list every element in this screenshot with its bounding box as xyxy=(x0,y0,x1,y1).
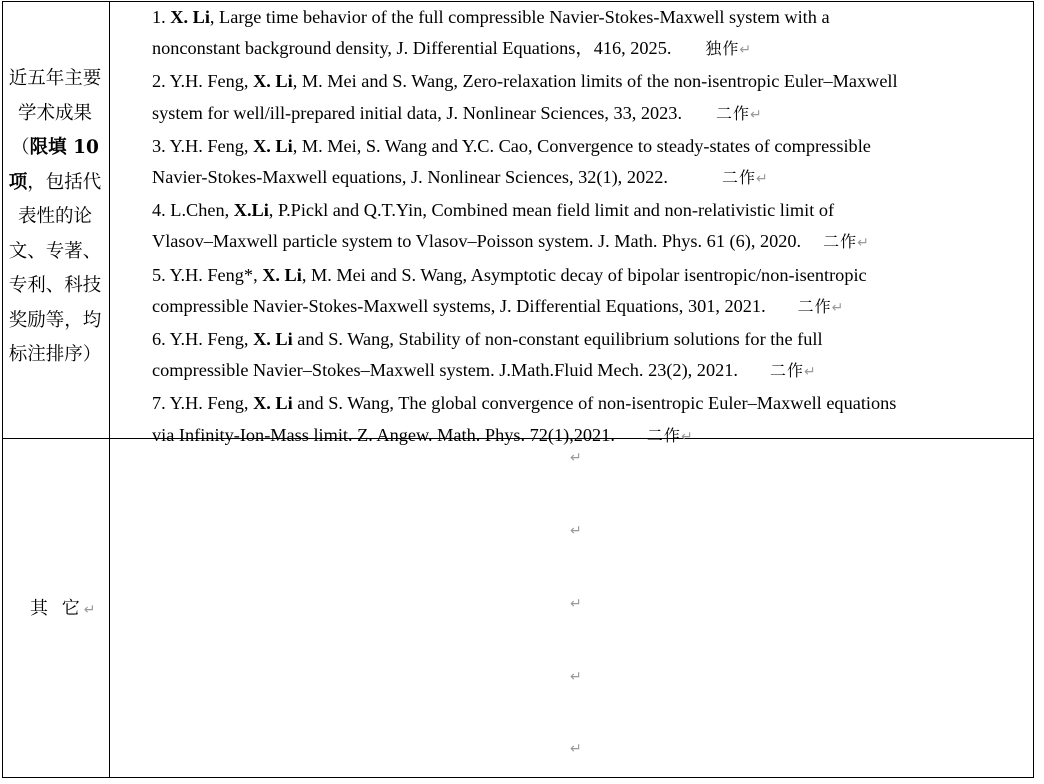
table-border-right xyxy=(1033,1,1034,778)
publication-item xyxy=(152,2,1032,66)
pub-text: 7. Y.H. Feng, xyxy=(152,393,254,414)
paragraph-mark: ↵ xyxy=(803,364,816,381)
label-line: 表性的论 xyxy=(17,206,92,227)
pub-text: system for well/ill-prepared initial data, J. Nonlinear Sciences, 33, 2023. xyxy=(152,102,683,123)
pub-author-bold: X. Li xyxy=(170,7,210,27)
pub-author-bold: X. Li xyxy=(253,135,293,156)
other-label-text: 其 它 xyxy=(30,598,84,619)
label-line: 近五年主要 xyxy=(8,68,102,89)
table-column-divider xyxy=(109,1,110,778)
author-role: 二作 xyxy=(797,296,832,316)
paragraph-mark: ↵ xyxy=(680,428,693,445)
label-bold-text: 限填 10 xyxy=(29,137,99,158)
pub-text: , Large time behavior of the full compressible Navier-Stokes-Maxwell system with a xyxy=(209,7,830,27)
publication-list xyxy=(152,2,1032,453)
author-role: 二作 xyxy=(716,103,751,123)
label-line xyxy=(3,166,107,201)
pub-author-bold: X. Li xyxy=(262,264,302,285)
table-border-bottom xyxy=(2,777,1033,778)
paragraph-mark: ↵ xyxy=(570,741,582,757)
pub-text: 6. Y.H. Feng, xyxy=(152,329,254,350)
paragraph-mark: ↵ xyxy=(570,596,582,612)
pub-text: , M. Mei and S. Wang, Asymptotic decay of bipolar isentropic/non-isentropic xyxy=(301,264,867,285)
pub-text: via Infinity-Ion-Mass limit. Z. Angew. Math. Phys. 72(1),2021. xyxy=(152,424,615,445)
pub-author-bold: X. Li xyxy=(253,393,293,414)
pub-text: , M. Mei, S. Wang and Y.C. Cao, Convergence to steady-states of compressible xyxy=(292,135,871,156)
publication-item xyxy=(152,195,1032,259)
publication-item xyxy=(152,66,1032,130)
pub-text: compressible Navier-Stokes-Maxwell systems, J. Differential Equations, 301, 2021. xyxy=(152,295,766,316)
paragraph-mark: ↵ xyxy=(83,602,100,618)
paragraph-mark: ↵ xyxy=(750,106,762,123)
pub-author-bold: X. Li xyxy=(253,329,293,350)
achievements-label xyxy=(3,62,107,373)
label-text: ，包括代 xyxy=(27,171,102,193)
pub-text: 1. xyxy=(152,7,171,27)
label-line: 奖励等，均 xyxy=(8,309,102,331)
author-role: 二作 xyxy=(721,168,756,188)
paragraph-mark: ↵ xyxy=(831,299,844,316)
label-line xyxy=(3,131,107,166)
label-line: 学术成果 xyxy=(17,102,92,124)
pub-text: , P.Pickl and Q.T.Yin, Combined mean field limit and non-relativistic limit of xyxy=(268,200,835,221)
publication-item xyxy=(152,131,1032,195)
pub-text: 5. Y.H. Feng*, xyxy=(152,264,263,285)
label-line: 标注排序） xyxy=(8,344,102,365)
label-line: 文、专著、 xyxy=(8,240,102,262)
pub-text: compressible Navier–Stokes–Maxwell system. J.Math.Fluid Mech. 23(2), 2021. xyxy=(152,360,738,381)
pub-text: and S. Wang, Stability of non-constant equilibrium solutions for the full xyxy=(292,329,823,350)
author-role: 二作 xyxy=(823,232,858,252)
pub-text: Vlasov–Maxwell particle system to Vlasov–Poisson system. J. Math. Phys. 61 (6), 2020. xyxy=(152,231,802,252)
label-line: 专利、科技 xyxy=(8,275,102,296)
paragraph-mark: ↵ xyxy=(755,171,768,188)
pub-text: 4. L.Chen, xyxy=(152,200,234,221)
author-role: 独作 xyxy=(705,39,740,59)
pub-text: and S. Wang, The global convergence of non-isentropic Euler–Maxwell equations xyxy=(292,393,897,414)
paragraph-mark: ↵ xyxy=(739,42,752,59)
label-text: （ xyxy=(11,137,30,158)
paragraph-mark: ↵ xyxy=(570,523,582,539)
label-bold-text: 项 xyxy=(8,171,28,193)
pub-text: Navier-Stokes-Maxwell equations, J. Nonlinear Sciences, 32(1), 2022. xyxy=(152,167,668,188)
publication-item xyxy=(152,388,1032,452)
pub-author-bold: X. Li xyxy=(253,71,293,92)
other-label xyxy=(30,594,99,620)
pub-text: 3. Y.H. Feng, xyxy=(152,135,254,156)
author-role: 二作 xyxy=(769,361,804,381)
paragraph-mark: ↵ xyxy=(857,235,869,252)
pub-author-bold: X.Li xyxy=(233,200,269,221)
publication-item xyxy=(152,324,1032,388)
paragraph-mark: ↵ xyxy=(570,450,582,466)
publication-item xyxy=(152,260,1032,324)
pub-text: nonconstant background density, J. Differential Equations，416, 2025. xyxy=(152,38,672,59)
pub-text: 2. Y.H. Feng, xyxy=(152,71,254,92)
pub-text: , M. Mei and S. Wang, Zero-relaxation limits of the non-isentropic Euler–Maxwell xyxy=(292,71,898,92)
paragraph-mark: ↵ xyxy=(570,669,582,685)
author-role: 二作 xyxy=(646,425,681,445)
